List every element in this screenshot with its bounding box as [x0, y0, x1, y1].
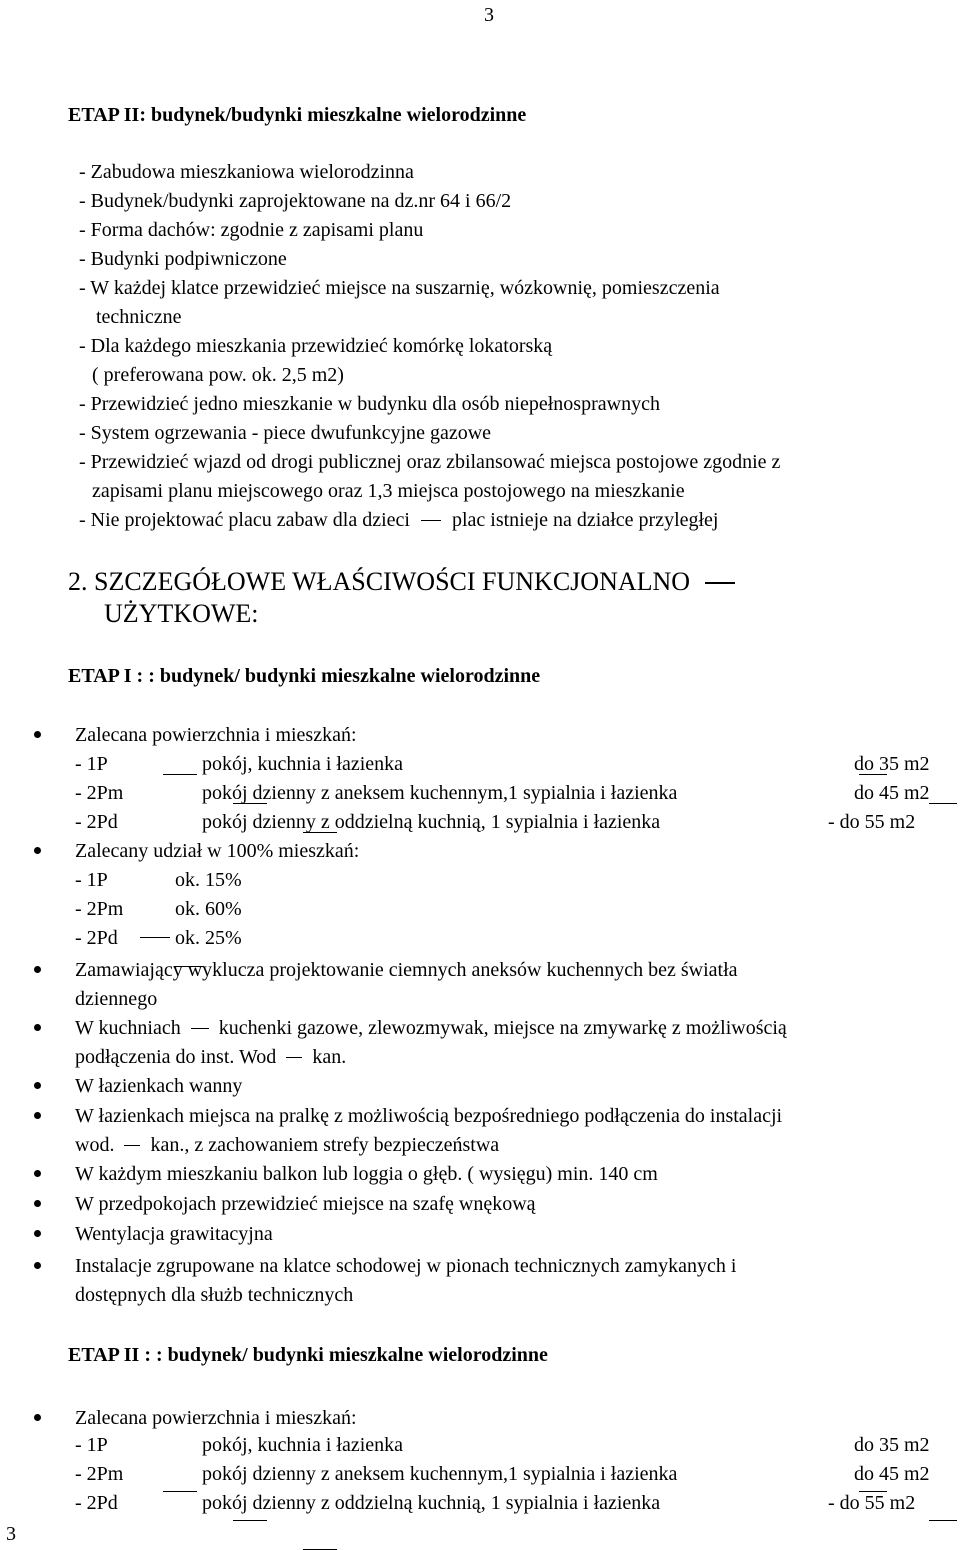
bullet-icon	[34, 847, 41, 854]
row-code: - 2Pm	[75, 782, 124, 804]
list-item: ( preferowana pow. ok. 2,5 m2)	[92, 364, 344, 386]
etap2b-area-title: Zalecana powierzchnia i mieszkań:	[75, 1407, 357, 1429]
dash	[929, 1520, 957, 1521]
bullet-icon	[34, 966, 41, 973]
etap2-heading: ETAP II: budynek/budynki mieszkalne wielorodzinne	[68, 104, 527, 126]
dash	[140, 937, 170, 938]
row-desc: pokój, kuchnia i łazienka	[202, 1434, 404, 1456]
list-item	[79, 508, 719, 532]
row-code: - 1P	[75, 753, 108, 775]
dash	[163, 1491, 197, 1492]
bullet-text: Zamawiający wyklucza projektowanie ciemnych aneksów kuchennych bez światła	[75, 959, 738, 981]
row-size: do 35 m2	[854, 753, 930, 775]
section2-heading-line1: 2. SZCZEGÓŁOWE WŁAŚCIWOŚCI FUNKCJONALNO	[68, 567, 691, 596]
dash	[233, 1520, 267, 1521]
etap1-area-title: Zalecana powierzchnia i mieszkań:	[75, 724, 357, 746]
row-size: do 45 m2	[854, 1463, 930, 1485]
share-value: ok. 25%	[175, 927, 242, 949]
bullet-text-part: kuchenki gazowe, zlewozmywak, miejsce na zmywarkę z możliwością	[218, 1017, 787, 1039]
bullet-icon	[34, 731, 41, 738]
plac-text-b: plac istnieje na działce przyległej	[451, 509, 719, 531]
row-desc: pokój dzienny z oddzielną kuchnią, 1 sypialnia i łazienka	[202, 1492, 661, 1514]
bullet-icon	[34, 1082, 41, 1089]
section2-heading-line2: UŻYTKOWE:	[104, 599, 259, 628]
list-item: - Budynki podpiwniczone	[79, 248, 287, 270]
dash	[163, 774, 197, 775]
row-code: - 2Pd	[75, 811, 118, 833]
list-item: techniczne	[96, 306, 182, 328]
bullet-text-part: W kuchniach	[75, 1017, 181, 1039]
section2-heading	[68, 566, 735, 598]
bullet-icon	[34, 1200, 41, 1207]
plac-text-a: - Nie projektować placu zabaw dla dzieci	[79, 509, 410, 531]
list-item: - Przewidzieć wjazd od drogi publicznej oraz zbilansować miejsca postojowe zgodnie z	[79, 451, 781, 473]
dash	[286, 1057, 302, 1058]
bullet-icon	[34, 1262, 41, 1269]
bullet-text: dostępnych dla służb technicznych	[75, 1284, 354, 1306]
bullet-icon	[34, 1170, 41, 1177]
bullet-icon	[34, 1024, 41, 1031]
dash	[124, 1145, 140, 1146]
bullet-text-part: wod.	[75, 1134, 115, 1156]
bullet-icon	[34, 1414, 41, 1421]
row-size: do 45 m2	[854, 782, 930, 804]
bullet-text-part: podłączenia do inst. Wod	[75, 1046, 277, 1068]
bullet-text-part: kan.	[312, 1046, 347, 1068]
bullet-text: Wentylacja grawitacyjna	[75, 1223, 273, 1245]
row-desc: pokój dzienny z aneksem kuchennym,1 sypialnia i łazienka	[202, 782, 678, 804]
row-code: - 2Pm	[75, 1463, 124, 1485]
list-item: - System ogrzewania - piece dwufunkcyjne gazowe	[79, 422, 492, 444]
bullet-icon	[34, 1230, 41, 1237]
list-item: - Zabudowa mieszkaniowa wielorodzinna	[79, 161, 414, 183]
bullet-text	[75, 1133, 499, 1157]
bullet-text: W przedpokojach przewidzieć miejsce na szafę wnękową	[75, 1193, 536, 1215]
bullet-text: W łazienkach wanny	[75, 1075, 243, 1097]
row-code: - 2Pd	[75, 1492, 118, 1514]
dash	[191, 1028, 209, 1029]
list-item: - Forma dachów: zgodnie z zapisami planu	[79, 219, 424, 241]
share-title: Zalecany udział w 100% mieszkań:	[75, 840, 360, 862]
row-desc: pokój, kuchnia i łazienka	[202, 753, 404, 775]
share-value: ok. 60%	[175, 898, 242, 920]
row-desc: pokój dzienny z oddzielną kuchnią, 1 sypialnia i łazienka	[202, 811, 661, 833]
list-item: - Budynek/budynki zaprojektowane na dz.nr 64 i 66/2	[79, 190, 512, 212]
row-size: do 35 m2	[854, 1434, 930, 1456]
etap1-heading	[68, 664, 540, 688]
dash	[929, 803, 957, 804]
row-size: - do 55 m2	[828, 1492, 916, 1514]
share-code: - 2Pd	[75, 927, 118, 949]
bullet-text: Instalacje zgrupowane na klatce schodowej w pionach technicznych zamykanych i	[75, 1255, 737, 1277]
share-code: - 1P	[75, 869, 108, 891]
list-item: - W każdej klatce przewidzieć miejsce na suszarnię, wózkownię, pomieszczenia	[79, 277, 720, 299]
row-desc: pokój dzienny z aneksem kuchennym,1 sypialnia i łazienka	[202, 1463, 678, 1485]
bullet-text: W łazienkach miejsca na pralkę z możliwością bezpośredniego podłączenia do instalacji	[75, 1105, 783, 1127]
list-item: - Dla każdego mieszkania przewidzieć komórkę lokatorską	[79, 335, 553, 357]
etap2b-heading: ETAP II : : budynek/ budynki mieszkalne wielorodzinne	[68, 1344, 548, 1366]
list-item: zapisami planu miejscowego oraz 1,3 miejsca postojowego na mieszkanie	[92, 480, 685, 502]
etap1-heading-text: ETAP I : : budynek/ budynki mieszkalne wielorodzinne	[68, 665, 541, 687]
bullet-text-part: kan., z zachowaniem strefy bezpieczeństwa	[150, 1134, 500, 1156]
dash	[705, 582, 735, 584]
bullet-text	[75, 1016, 787, 1040]
row-code: - 1P	[75, 1434, 108, 1456]
bullet-icon	[34, 1112, 41, 1119]
share-value: ok. 15%	[175, 869, 242, 891]
list-item: - Przewidzieć jedno mieszkanie w budynku dla osób niepełnosprawnych	[79, 393, 660, 415]
bullet-text: dziennego	[75, 988, 158, 1010]
dash	[421, 520, 441, 521]
page-number-top: 3	[484, 4, 494, 26]
page-number-bottom: 3	[6, 1523, 16, 1545]
bullet-text	[75, 1045, 346, 1069]
bullet-text: W każdym mieszkaniu balkon lub loggia o głęb. ( wysięgu) min. 140 cm	[75, 1163, 658, 1185]
share-code: - 2Pm	[75, 898, 124, 920]
row-size: - do 55 m2	[828, 811, 916, 833]
